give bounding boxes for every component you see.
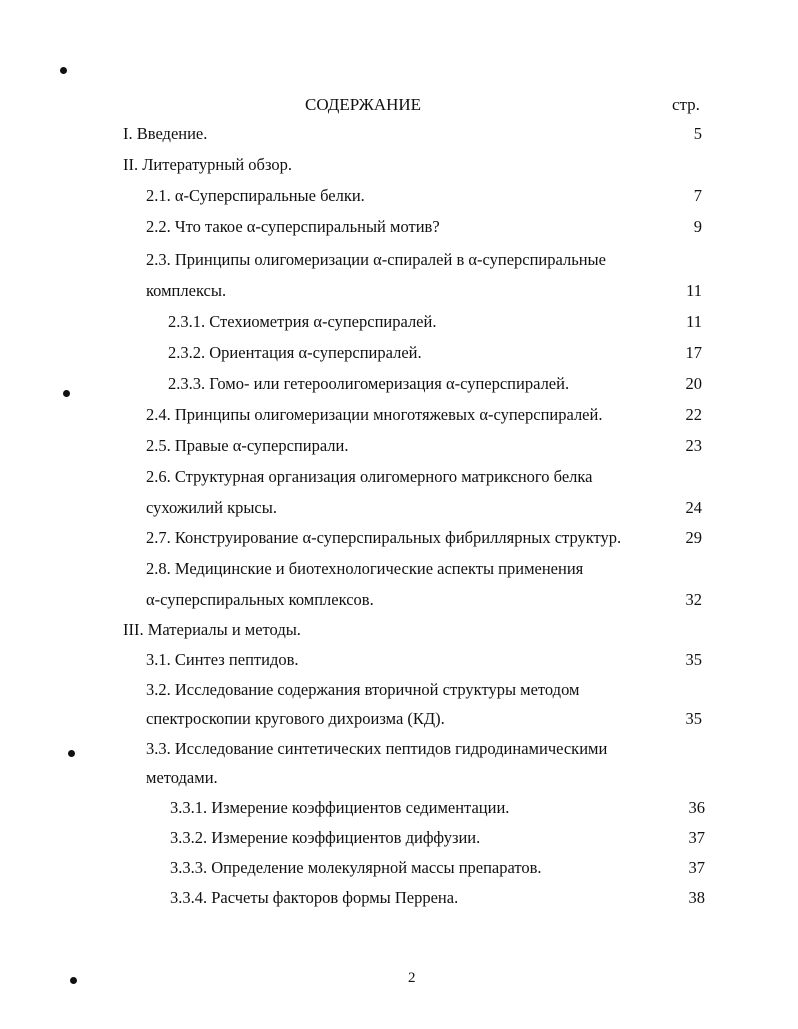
toc-entry-text: 2.7. Конструирование α-суперспиральных фибриллярных структур. (146, 528, 622, 547)
toc-entry-page: 35 (685, 650, 702, 669)
toc-entry-text: 2.2. Что такое α-суперспиральный мотив? (146, 217, 440, 236)
toc-entry-page: 5 (693, 124, 702, 143)
toc-entry-text: 3.3.4. Расчеты факторов формы Перрена. (170, 888, 459, 907)
page-title: СОДЕРЖАНИЕ (305, 95, 422, 114)
toc-entry-page: 35 (685, 709, 702, 728)
toc-entry-text: 3.3.1. Измерение коэффициентов седиментации. (170, 798, 510, 817)
toc-entry-page: 11 (686, 312, 702, 331)
toc-entry-text: комплексы. (146, 281, 227, 300)
toc-entry-text: I. Введение. (123, 124, 208, 143)
toc-entry-text: сухожилий крысы. (146, 498, 277, 517)
toc-entry-page: 17 (685, 343, 702, 362)
toc-entry-text: 2.3.3. Гомо- или гетероолигомеризация α-суперспиралей. (168, 374, 570, 393)
toc-entry-text: III. Материалы и методы. (123, 620, 301, 639)
toc-entry-text: 3.1. Синтез пептидов. (146, 650, 299, 669)
toc-entry-page: 20 (685, 374, 702, 393)
toc-entry-page: 37 (688, 858, 705, 877)
toc-entry-text: 2.3.1. Стехиометрия α-суперспиралей. (168, 312, 437, 331)
toc-entry-page: 24 (685, 498, 702, 517)
toc-entry-text: 2.6. Структурная организация олигомерного матриксного белка (146, 467, 593, 486)
toc-entry-page: 32 (685, 590, 702, 609)
toc-entry-text: 2.3. Принципы олигомеризации α-спиралей в α-суперспиральные (146, 250, 606, 269)
toc-entry-page: 23 (685, 436, 702, 455)
toc-entry-text: 2.4. Принципы олигомеризации многотяжевых α-суперспиралей. (146, 405, 603, 424)
toc-entry-page: 37 (688, 828, 705, 847)
page-number: 2 (408, 970, 416, 986)
toc-entry-page: 11 (686, 281, 702, 300)
toc-entry-page: 29 (685, 528, 702, 547)
toc-entry-text: 3.3.2. Измерение коэффициентов диффузии. (170, 828, 481, 847)
toc-entry-text: спектроскопии кругового дихроизма (КД). (146, 709, 445, 728)
toc-entry-text: 3.3. Исследование синтетических пептидов гидродинамическими (146, 739, 608, 758)
toc-entry-text: II. Литературный обзор. (123, 155, 292, 174)
toc-entry-page: 22 (685, 405, 702, 424)
margin-dot-icon (68, 750, 75, 757)
toc-entry-text: 3.2. Исследование содержания вторичной структуры методом (146, 680, 580, 699)
toc-entry-page: 9 (693, 217, 702, 236)
toc-entry-text: методами. (146, 768, 218, 787)
toc-entry-page: 38 (688, 888, 705, 907)
toc-entry-text: α-суперспиральных комплексов. (146, 590, 374, 609)
toc-entry-text: 2.8. Медицинские и биотехнологические аспекты применения (146, 559, 584, 578)
margin-dot-icon (70, 977, 77, 984)
page-column-header: стр. (672, 95, 700, 114)
margin-dot-icon (60, 67, 67, 74)
toc-entry-page: 7 (693, 186, 702, 205)
margin-dot-icon (63, 390, 70, 397)
toc-entry-text: 3.3.3. Определение молекулярной массы препаратов. (170, 858, 542, 877)
toc-entry-text: 2.3.2. Ориентация α-суперспиралей. (168, 343, 422, 362)
toc-entry-page: 36 (688, 798, 705, 817)
toc-entry-text: 2.5. Правые α-суперспирали. (146, 436, 349, 455)
toc-entry-text: 2.1. α-Суперспиральные белки. (146, 186, 365, 205)
